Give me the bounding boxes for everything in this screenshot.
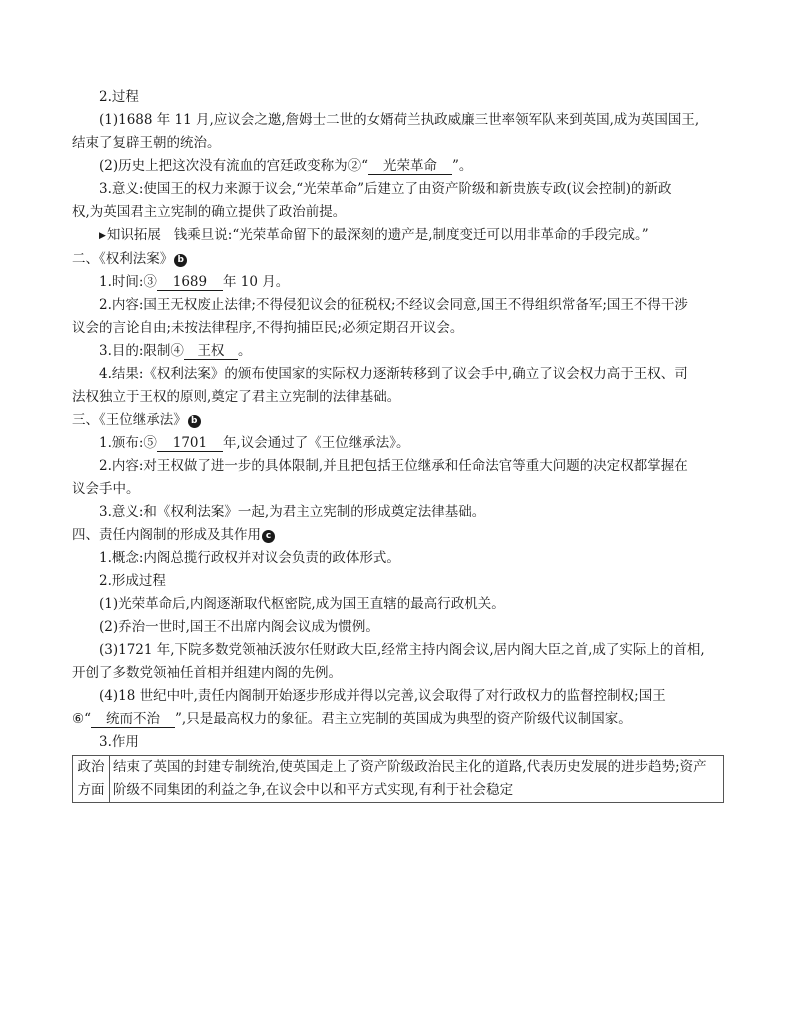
- level-badge-icon: b: [188, 415, 201, 428]
- heading-bill-of-rights: [72, 248, 726, 271]
- text: 。: [237, 343, 252, 359]
- section-title-significance: 3.意义:使国王的权力来源于议会,“光荣革命”后建立了由资产阶级和新贵族专政(议会控制)的新政: [99, 181, 672, 197]
- table-text-cell: 结束了英国的封建专制统治,使英国走上了资产阶级政治民主化的道路,代表历史发展的进步趋势;资产阶级不同集团的利益之争,在议会中以和平方式实现,有利于社会稳定: [110, 756, 724, 803]
- fill-blank-answer: 统而不治: [91, 711, 175, 728]
- fill-blank-answer: 光荣革命: [368, 158, 452, 175]
- text: 3.目的:限制④: [99, 343, 184, 359]
- fill-blank-answer: 1689: [157, 274, 223, 291]
- triangle-icon: ▶: [99, 231, 106, 241]
- knowledge-expansion: [72, 224, 726, 248]
- heading-cabinet-system: [72, 524, 726, 547]
- text: 1.时间:③: [99, 274, 157, 290]
- fill-blank-answer: 王权: [184, 343, 238, 360]
- text: ”。: [452, 158, 473, 174]
- paragraph: 2.内容:国王无权废止法律;不得侵犯议会的征税权;不经议会同意,国王不得组织常备军;国王不得干涉: [99, 297, 688, 313]
- expansion-label: 知识拓展: [106, 227, 161, 243]
- expansion-text: 钱乘旦说:“光荣革命留下的最深刻的遗产是,制度变迁可以用非革命的手段完成。”: [173, 227, 649, 243]
- paragraph-with-blank: [72, 155, 726, 178]
- heading-text: 三、《王位继承法》: [72, 412, 187, 428]
- paragraph-with-blank: [72, 432, 726, 455]
- fill-blank-answer: 1701: [157, 435, 223, 452]
- section-title-process: 2.过程: [99, 89, 139, 105]
- paragraph-with-blank: [72, 708, 726, 731]
- text: (2)历史上把这次没有流血的宫廷政变称为②“: [99, 158, 369, 174]
- heading-act-of-settlement: [72, 409, 726, 432]
- table-label-cell: 政治方面: [73, 756, 110, 803]
- text: ”,只是最高权力的象征。君主立宪制的英国成为典型的资产阶级代议制国家。: [175, 711, 632, 727]
- paragraph-cont: 议会的言论自由;未按法律程序,不得拘捕臣民;必须定期召开议会。: [72, 320, 464, 336]
- paragraph: (1)1688 年 11 月,应议会之邀,詹姆士二世的女婿荷兰执政威廉三世率领军队来到英国,成为英国国王,: [99, 112, 700, 128]
- paragraph: 4.结果:《权利法案》的颁布使国家的实际权力逐渐转移到了议会手中,确立了议会权力高于王权、司: [99, 366, 688, 382]
- paragraph: 3.意义:和《权利法案》一起,为君主立宪制的形成奠定法律基础。: [99, 504, 486, 520]
- paragraph: (4)18 世纪中叶,责任内阁制开始逐步形成并得以完善,议会取得了对行政权力的监督控制权;国王: [99, 688, 666, 704]
- paragraph-with-blank: [72, 271, 726, 294]
- level-badge-icon: b: [174, 254, 187, 267]
- effect-table: [72, 755, 724, 803]
- paragraph: (1)光荣革命后,内阁逐渐取代枢密院,成为国王直辖的最高行政机关。: [99, 596, 505, 612]
- heading-text: 四、责任内阁制的形成及其作用: [72, 527, 261, 543]
- subsection-title: 3.作用: [99, 734, 139, 750]
- heading-text: 二、《权利法案》: [72, 251, 174, 267]
- paragraph-cont: 开创了多数党领袖任首相并组建内阁的先例。: [72, 665, 342, 681]
- text: 年,议会通过了《王位继承法》。: [222, 435, 410, 451]
- level-badge-icon: c: [262, 530, 275, 543]
- subsection-title: 2.形成过程: [99, 573, 166, 589]
- table-row: [73, 756, 724, 803]
- text: 1.颁布:⑤: [99, 435, 157, 451]
- text: 年 10 月。: [222, 274, 290, 290]
- paragraph: 1.概念:内阁总揽行政权并对议会负责的政体形式。: [99, 550, 400, 566]
- paragraph-with-blank: [72, 340, 726, 363]
- paragraph: (3)1721 年,下院多数党领袖沃波尔任财政大臣,经常主持内阁会议,居内阁大臣之首,成了实际上的首相,: [99, 642, 705, 658]
- paragraph-cont: 结束了复辟王朝的统治。: [72, 135, 221, 151]
- paragraph-cont: 权,为英国君主立宪制的确立提供了政治前提。: [72, 204, 347, 220]
- paragraph-cont: 法权独立于王权的原则,奠定了君主立宪制的法律基础。: [72, 389, 401, 405]
- text: ⑥“: [72, 711, 92, 727]
- paragraph: (2)乔治一世时,国王不出席内阁会议成为惯例。: [99, 619, 379, 635]
- paragraph: 2.内容:对王权做了进一步的具体限制,并且把包括王位继承和任命法官等重大问题的决定权都掌握在: [99, 458, 688, 474]
- document-content: [72, 86, 726, 803]
- paragraph-cont: 议会手中。: [72, 481, 140, 497]
